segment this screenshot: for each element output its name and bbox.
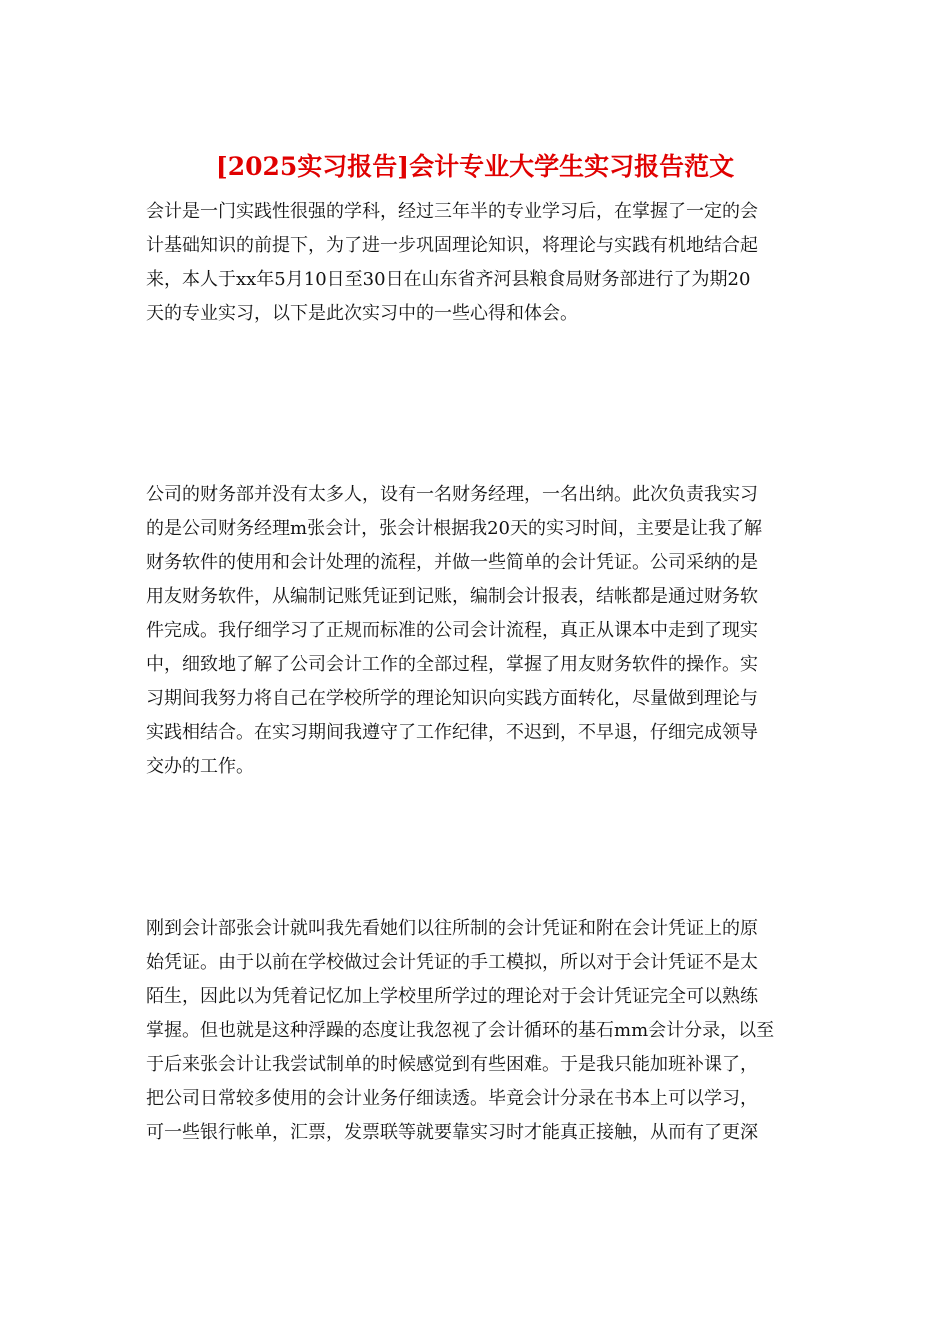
paragraph-line: 可一些银行帐单，汇票，发票联等就要靠实习时才能真正接触，从而有了更深 [146,1122,758,1143]
paragraph-line: 天的专业实习，以下是此次实习中的一些心得和体会。 [146,303,578,324]
paragraph-line: 于后来张会计让我尝试制单的时候感觉到有些困难。于是我只能加班补课了， [146,1054,758,1075]
paragraph-line: 公司的财务部并没有太多人，设有一名财务经理，一名出纳。此次负责我实习 [146,484,758,505]
paragraph-line: 财务软件的使用和会计处理的流程，并做一些简单的会计凭证。公司采纳的是 [146,552,758,573]
paragraph-line: 掌握。但也就是这种浮躁的态度让我忽视了会计循环的基石mm会计分录，以至 [146,1020,775,1041]
paragraph-line: 的是公司财务经理m张会计，张会计根据我20天的实习时间，主要是让我了解 [146,518,762,539]
paragraph-line: 陌生，因此以为凭着记忆加上学校里所学过的理论对于会计凭证完全可以熟练 [146,986,758,1007]
paragraph-line: 始凭证。由于以前在学校做过会计凭证的手工模拟，所以对于会计凭证不是太 [146,952,758,973]
paragraph-line: 中，细致地了解了公司会计工作的全部过程，掌握了用友财务软件的操作。实 [146,654,758,675]
paragraph-line: 习期间我努力将自己在学校所学的理论知识向实践方面转化，尽量做到理论与 [146,688,758,709]
paragraph-line: 计基础知识的前提下，为了进一步巩固理论知识，将理论与实践有机地结合起 [146,235,758,256]
paragraph-line: 件完成。我仔细学习了正规而标准的公司会计流程，真正从课本中走到了现实 [146,620,758,641]
paragraph-line: 会计是一门实践性很强的学科，经过三年半的专业学习后，在掌握了一定的会 [146,201,758,222]
paragraph-line: 实践相结合。在实习期间我遵守了工作纪律，不迟到，不早退，仔细完成领导 [146,722,758,743]
page-title: [2025实习报告]会计专业大学生实习报告范文 [215,152,735,181]
paragraph-3 [146,912,808,1150]
paragraph-line: 把公司日常较多使用的会计业务仔细读透。毕竟会计分录在书本上可以学习， [146,1088,758,1109]
paragraph-line: 交办的工作。 [146,756,254,777]
paragraph-2 [146,478,808,784]
paragraph-1 [146,195,808,331]
paragraph-line: 刚到会计部张会计就叫我先看她们以往所制的会计凭证和附在会计凭证上的原 [146,918,758,939]
paragraph-line: 来，本人于xx年5月10日至30日在山东省齐河县粮食局财务部进行了为期20 [146,269,751,290]
paragraph-line: 用友财务软件，从编制记账凭证到记账，编制会计报表，结帐都是通过财务软 [146,586,758,607]
